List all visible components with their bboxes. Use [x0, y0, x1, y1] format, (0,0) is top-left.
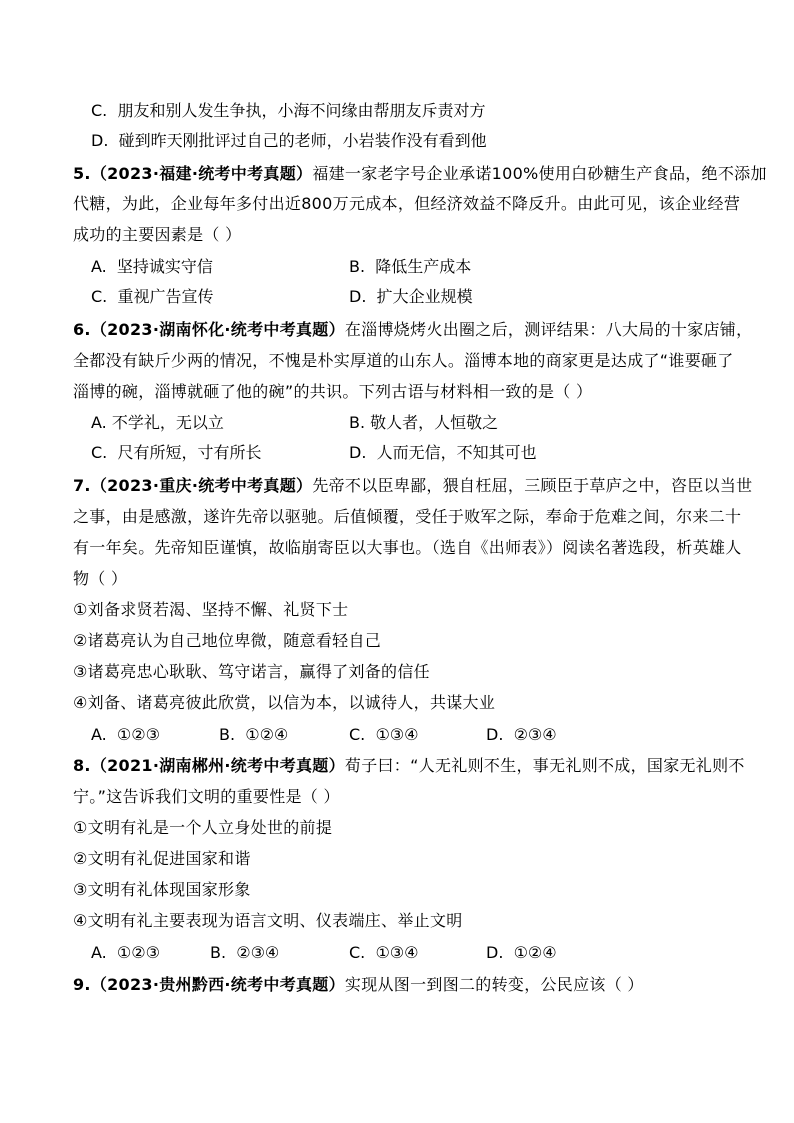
q7-stem-line-2: 之事，由是感激，遂许先帝以驱驰。后值倾覆，受任于败军之际，奉命于危难之间，尔来二十	[73, 507, 742, 526]
q6-option-c: C. 尺有所短，寸有所长	[91, 443, 262, 462]
question-number: 5.	[73, 164, 91, 183]
question-source: （2021·湖南郴州·统考中考真题）	[90, 756, 345, 775]
q5-option-a: A. 坚持诚实守信	[91, 257, 213, 276]
q8-stem-line-2: 宁。”这告诉我们文明的重要性是（ ）	[73, 787, 340, 806]
q7-item-3: ③诸葛亮忠心耿耿、笃守诺言，赢得了刘备的信任	[73, 662, 430, 681]
q8-item-2: ②文明有礼促进国家和谐	[73, 849, 251, 868]
q7-option-c: C. ①③④	[349, 725, 419, 744]
question-source: （2023·重庆·统考中考真题）	[90, 476, 313, 495]
q8-option-b: B. ②③④	[210, 943, 280, 962]
q7-item-4: ④刘备、诸葛亮彼此欣赏，以信为本，以诚待人，共谋大业	[73, 693, 496, 712]
question-number: 9.	[73, 975, 91, 994]
question-source: （2023·福建·统考中考真题）	[90, 164, 313, 183]
q4-option-d: D. 碰到昨天刚批评过自己的老师，小岩装作没有看到他	[91, 131, 487, 150]
q8-item-3: ③文明有礼体现国家形象	[73, 880, 251, 899]
q8-stem-line-1: 8.（2021·湖南郴州·统考中考真题）荀子曰：“人无礼则不生，事无礼则不成，国家无礼则不	[73, 756, 745, 775]
q6-option-a: A. 不学礼，无以立	[91, 413, 224, 432]
q8-option-c: C. ①③④	[349, 943, 419, 962]
q6-stem-line-1: 6.（2023·湖南怀化·统考中考真题）在淄博烧烤火出圈之后，测评结果：八大局的十家店铺，	[73, 320, 753, 339]
q5-stem-line-1: 5.（2023·福建·统考中考真题）福建一家老字号企业承诺100%使用白砂糖生产食品，绝不添加	[73, 164, 767, 183]
q5-option-b: B. 降低生产成本	[349, 257, 472, 276]
question-number: 6.	[73, 320, 91, 339]
question-source: （2023·湖南怀化·统考中考真题）	[90, 320, 345, 339]
q9-stem-line-1: 9.（2023·贵州黔西·统考中考真题）实现从图一到图二的转变，公民应该（ ）	[73, 975, 644, 994]
q7-option-a: A. ①②③	[91, 725, 160, 744]
q5-option-d: D. 扩大企业规模	[349, 287, 473, 306]
q7-item-2: ②诸葛亮认为自己地位卑微，随意看轻自己	[73, 631, 382, 650]
q4-option-c: C. 朋友和别人发生争执，小海不问缘由帮朋友斥责对方	[91, 101, 486, 120]
q8-item-1: ①文明有礼是一个人立身处世的前提	[73, 818, 333, 837]
question-number: 7.	[73, 476, 91, 495]
q6-stem-line-2: 全都没有缺斤少两的情况，不愧是朴实厚道的山东人。淄博本地的商家更是达成了“谁要砸了	[73, 351, 734, 370]
q8-option-a: A. ①②③	[91, 943, 160, 962]
q5-option-c: C. 重视广告宣传	[91, 287, 214, 306]
q6-stem-line-3: 淄博的碗，淄博就砸了他的碗”的共识。下列古语与材料相一致的是（ ）	[73, 382, 593, 401]
q7-stem-line-4: 物（ ）	[73, 569, 128, 588]
q8-option-d: D. ①②④	[486, 943, 557, 962]
q5-stem-line-2: 代糖，为此，企业每年多付出近800万元成本，但经济效益不降反升。由此可见，该企业经营	[73, 194, 741, 213]
q7-option-b: B. ①②④	[219, 725, 289, 744]
q7-option-d: D. ②③④	[486, 725, 557, 744]
q5-stem-line-3: 成功的主要因素是（ ）	[73, 225, 242, 244]
q7-stem-line-3: 有一年矣。先帝知臣谨慎，故临崩寄臣以大事也。（选自《出师表》）阅读名著选段，析英雄人	[73, 538, 742, 557]
q6-option-d: D. 人而无信，不知其可也	[349, 443, 537, 462]
q8-item-4: ④文明有礼主要表现为语言文明、仪表端庄、举止文明	[73, 911, 463, 930]
q7-item-1: ①刘备求贤若渴、坚持不懈、礼贤下士	[73, 600, 349, 619]
q6-option-b: B. 敬人者，人恒敬之	[349, 413, 499, 432]
question-source: （2023·贵州黔西·统考中考真题）	[90, 975, 345, 994]
question-number: 8.	[73, 756, 91, 775]
q7-stem-line-1: 7.（2023·重庆·统考中考真题）先帝不以臣卑鄙，猥自枉屈，三顾臣于草庐之中，咨臣以当世	[73, 476, 753, 495]
